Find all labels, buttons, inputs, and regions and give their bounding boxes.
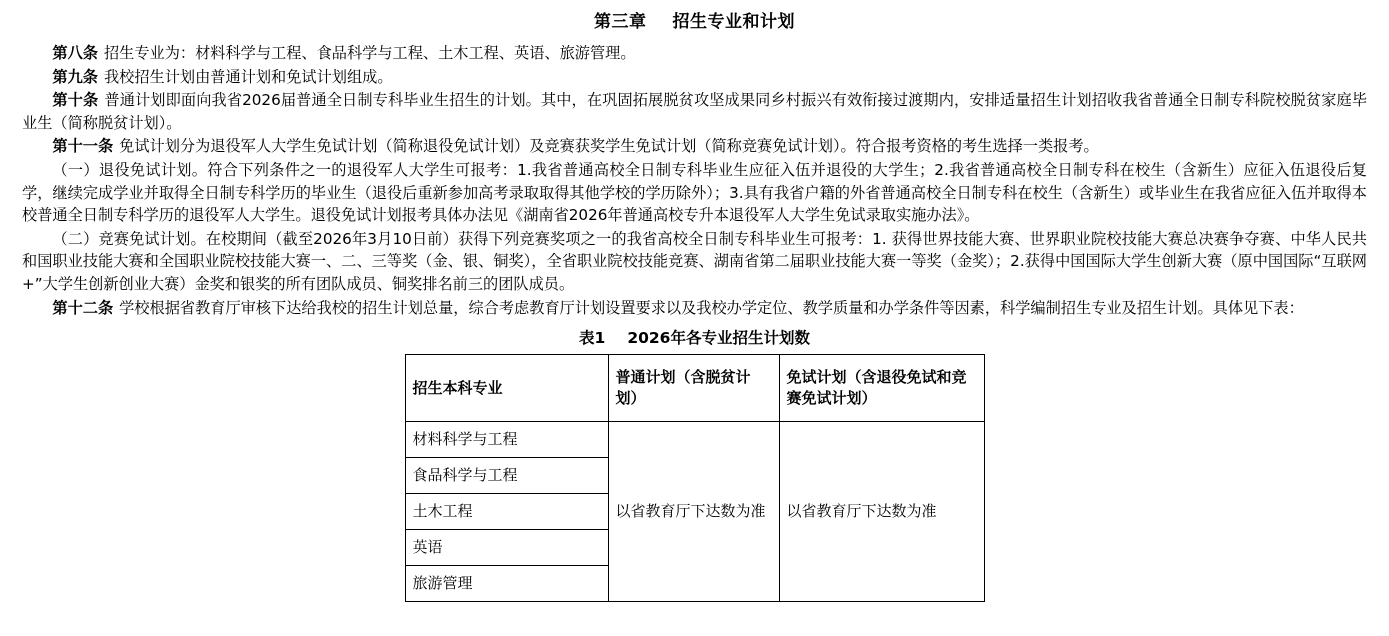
article-11-label: 第十一条 <box>52 137 114 156</box>
article-12-label: 第十二条 <box>52 298 114 317</box>
page-title <box>22 10 1367 34</box>
major-name: 土木工程 <box>405 494 608 530</box>
article-12 <box>22 297 1367 320</box>
table-caption <box>22 327 1367 349</box>
article-10 <box>22 89 1367 134</box>
subitem-2: （二）竞赛免试计划。在校期间（截至2026年3月10日前）获得下列竞赛奖项之一的我省高校全日制专科毕业生可报考：1. 获得世界技能大赛、世界职业院校技能大赛总决赛争夺赛、中华人民共和国职业技能大赛和全国职业院校技能大赛一、二、三等奖（金、银、铜奖），全省职业院校技能竞赛、湖南省第二届职业技能大赛一等奖（金奖）；2.获得中国国际大学生创新大赛（原中国国际“互联网+”大学生创新创业大赛）金奖和银奖的所有团队成员、铜奖排名前三的团队成员。 <box>22 229 1367 293</box>
article-9 <box>22 66 1367 89</box>
header-general-plan: 普通计划（含脱贫计划） <box>608 355 779 422</box>
chapter-number: 第三章 <box>594 12 647 32</box>
header-exempt-plan: 免试计划（含退役免试和竞赛免试计划） <box>779 355 984 422</box>
major-name: 旅游管理 <box>405 566 608 602</box>
article-9-text: 我校招生计划由普通计划和免试计划组成。 <box>103 67 393 86</box>
article-10-text: 普通计划即面向我省2026届普通全日制专科毕业生招生的计划。其中，在巩固拓展脱贫攻坚成果同乡村振兴有效衔接过渡期内，安排适量招生计划招收我省普通全日制专科院校脱贫家庭毕业生（简称脱贫计划）。 <box>22 91 1368 132</box>
plan-table-block <box>22 327 1367 602</box>
table-header-row <box>405 355 984 422</box>
article-11-text: 免试计划分为退役军人大学生免试计划（简称退役免试计划）及竞赛获奖学生免试计划（简称竞赛免试计划）。符合报考资格的考生选择一类报考。 <box>119 137 1099 156</box>
article-8 <box>22 42 1367 65</box>
general-plan-value: 以省教育厅下达数为准 <box>608 422 779 602</box>
table-body <box>405 422 984 602</box>
header-major: 招生本科专业 <box>405 355 608 422</box>
major-name: 英语 <box>405 530 608 566</box>
table-row <box>405 422 984 458</box>
chapter-name: 招生专业和计划 <box>672 12 795 32</box>
subitem-1: （一）退役免试计划。符合下列条件之一的退役军人大学生可报考：1.我省普通高校全日制专科毕业生应征入伍并退役的大学生；2.我省普通高校全日制专科在校生（含新生）应征入伍退役后复学，继续完成学业并取得全日制专科学历的毕业生（退役后重新参加高考录取取得其他学校的学历除外）；3.具有我省户籍的外省普通高校全日制专科在校生（含新生）或毕业生在我省应征入伍并取得本校普通全日制专科学历的退役军人大学生。退役免试计划报考具体办法见《湖南省2026年普通高校专升本退役军人大学生免试录取实施办法》。 <box>22 160 1367 225</box>
major-name: 食品科学与工程 <box>405 458 608 494</box>
exempt-plan-value: 以省教育厅下达数为准 <box>779 422 984 602</box>
article-12-text: 学校根据省教育厅审核下达给我校的招生计划总量，综合考虑教育厅计划设置要求以及我校办学定位、教学质量和办学条件等因素，科学编制招生专业及招生计划。具体见下表： <box>119 298 1304 317</box>
table-title: 2026年各专业招生计划数 <box>627 329 810 348</box>
major-name: 材料科学与工程 <box>405 422 608 458</box>
table-number: 表1 <box>579 329 606 348</box>
article-8-label: 第八条 <box>52 44 98 62</box>
article-10-label: 第十条 <box>52 91 99 110</box>
table-header <box>405 355 984 422</box>
article-11 <box>22 135 1367 158</box>
article-9-label: 第九条 <box>52 67 98 86</box>
admission-plan-table <box>405 354 985 602</box>
article-8-text: 招生专业为：材料科学与工程、食品科学与工程、土木工程、英语、旅游管理。 <box>103 44 636 62</box>
